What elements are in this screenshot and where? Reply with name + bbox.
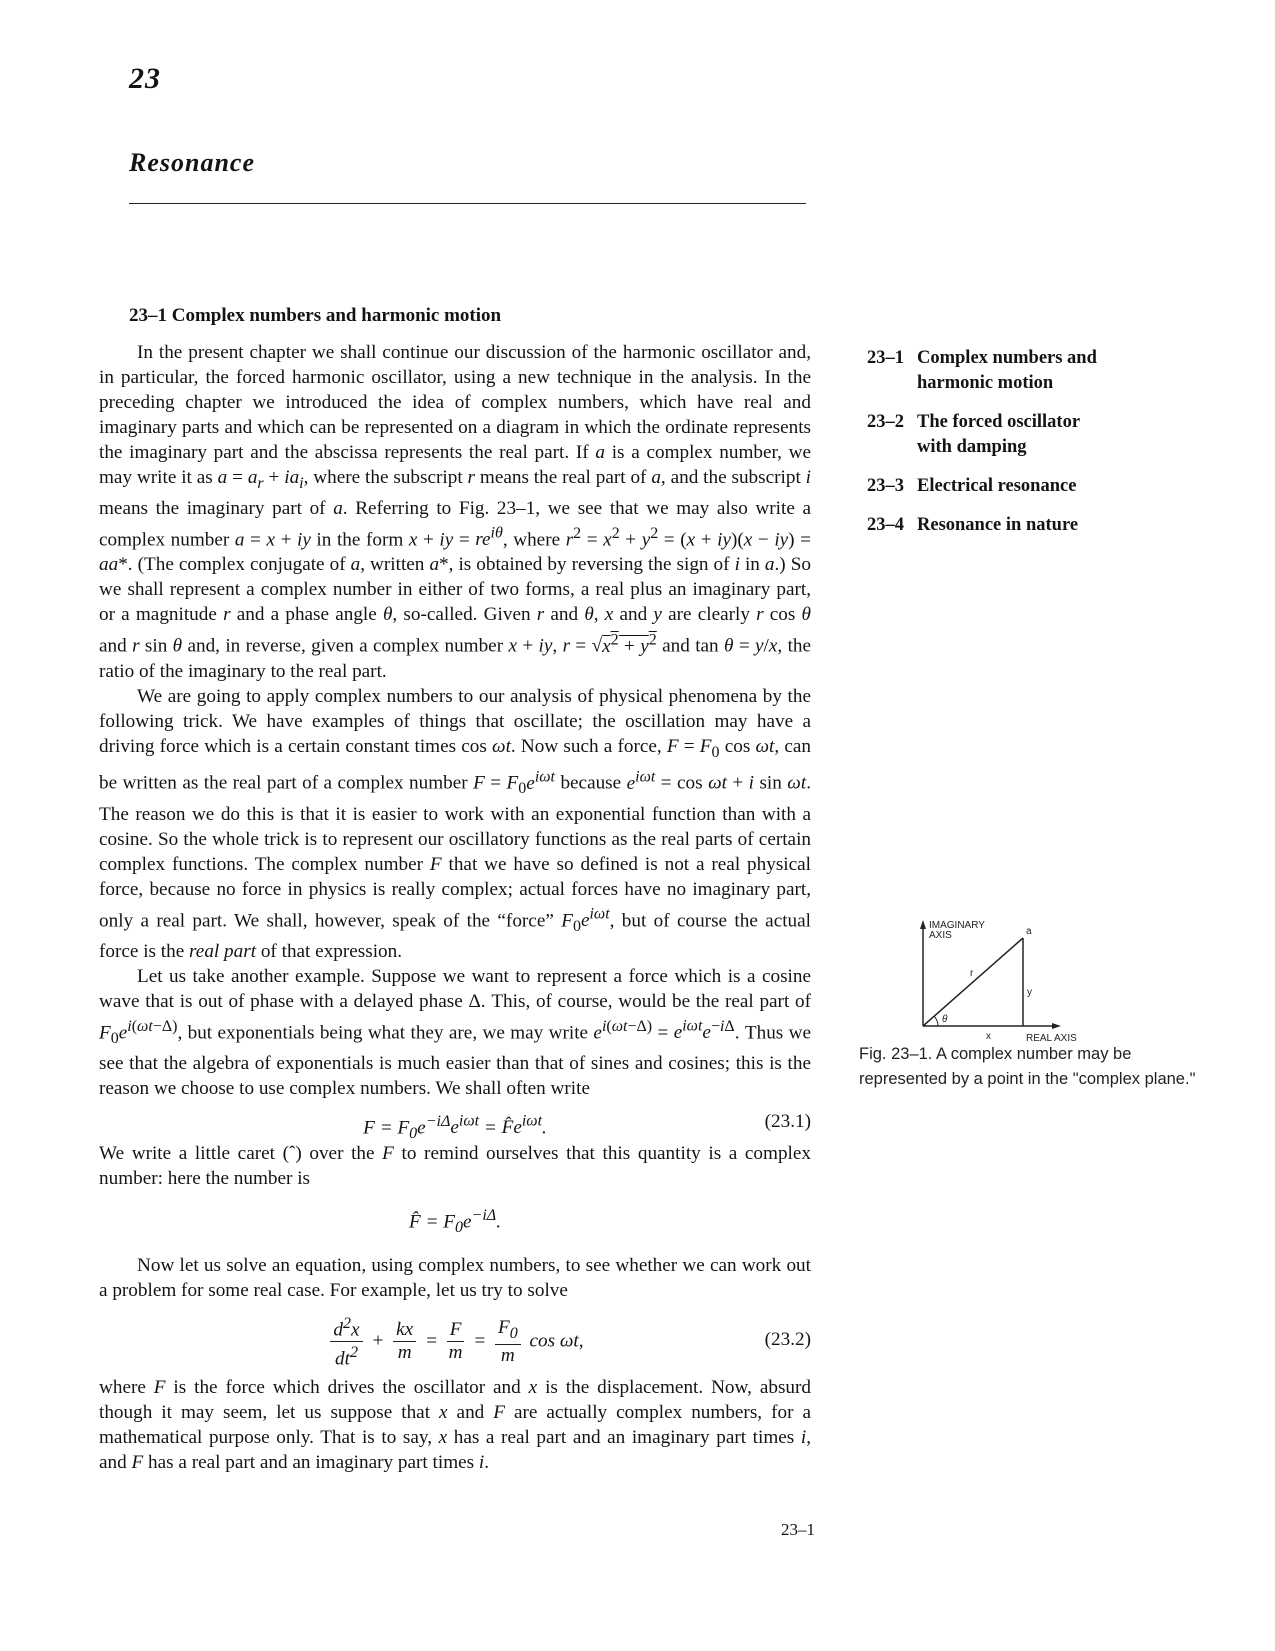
chapter-divider [129, 203, 806, 204]
paragraph: We are going to apply complex numbers to our analysis of physical phenomena by the following trick. We have examples of things that oscillate; the oscillation may have a driving force which is a certain constant times cos ωt. Now such a force, $F = F_0$ cos ωt, can be written as the real part of a complex number $F = F_0e^{i\omega t}$ because $e^{i\omega t} = \cos \omega t + i$ sin ωt. The reason we do this is that it is easier to work with an exponential function than with a cosine. So the whole trick is to represent our oscillatory functions as the real parts of certain complex functions. The complex number F that we have so defined is not a real physical force, because no force in physics is really complex; actual forces have no imaginary part, only a real part. We shall, however, speak of the “force” $F_0e^{i\omega t}$, but of course the actual force is the real part of that expression. [99, 685, 812, 962]
radius-line [923, 938, 1023, 1026]
paragraph: In the present chapter we shall continue our discussion of the harmonic oscillator and, in particular, the forced harmonic oscillator, using a new technique in the analysis. In the preceding chapter we introduced the idea of complex numbers, which have real and imaginary parts and which can be represented on a diagram in which the ordinate represents the imaginary part and the abscissa represents the real part. If a is a complex number, we may write it as $a = a_r + ia_i$, where the subscript r means the real part of a, and the subscript i means the imaginary part of a. Referring to Fig. 23–1, we see that we may also write a complex number a = x + iy in the form x + iy = $re^{i\theta}$, where $r^2 = x^2 + y^2 = (x + iy)(x - iy) = aa*$. (The complex conjugate of a, written a*, is obtained by reversing the sign of i in a.) So we shall represent a complex number in either of two forms, a real plus an imaginary part, or a magnitude r and a phase angle θ, so-called. Given r and θ, x and y are clearly r cos θ and r sin θ and, in reverse, given a complex number x + iy, $r = √x^2 + y^2$ and tan θ = y/x, the ratio of the imaginary to the real part. [99, 342, 812, 682]
toc-item-number: 23–4 [867, 515, 904, 535]
paragraph: We write a little caret (ˆ) over the F to remind ourselves that this quantity is a complex number: here the number is [99, 1143, 811, 1190]
paragraph: Now let us solve an equation, using complex numbers, to see whether we can work out a problem for some real case. For example, let us try to solve [99, 1255, 811, 1302]
toc-item [867, 410, 1227, 460]
toc-item-title: Resonance in nature [917, 515, 1079, 535]
imaginary-axis-label: AXIS [929, 930, 952, 941]
angle-arc [934, 1016, 938, 1026]
imaginary-axis-label: IMAGINARY [929, 920, 985, 931]
real-axis-arrow [1052, 1023, 1061, 1029]
section-heading: 23–1 Complex numbers and harmonic motion [129, 305, 502, 326]
equation-number: (23.1) [764, 1111, 811, 1133]
paragraph: Let us take another example. Suppose we want to represent a force which is a cosine wave that is out of phase with a delayed phase Δ. This, of course, would be the real part of $F_0e^{i(\omega t-\Delta)}$, but exponentials being what they are, we may write $e^{i(\omega t-\Delta)} = e^{i\omega t}e^{-i\Delta}$. Thus we see that the algebra of exponentials is much easier than that of sines and cosines; this is the reason we choose to use complex numbers. We shall often write [99, 965, 811, 1100]
toc-item-title: The forced oscillator with damping [917, 412, 1080, 457]
toc-item [867, 346, 1227, 396]
toc-item-title: Electrical resonance [917, 476, 1077, 496]
toc-item [867, 474, 1227, 499]
figure-caption: Fig. 23–1. A complex number may be represented by a point in the "complex plane." [859, 1045, 1196, 1088]
chapter-number: 23 [129, 62, 161, 95]
toc-item-title: Complex numbers and harmonic motion [917, 348, 1097, 393]
toc-item-number: 23–3 [867, 476, 904, 496]
toc-item-number: 23–2 [867, 412, 904, 432]
real-axis-label: REAL AXIS [1026, 1033, 1077, 1044]
imaginary-axis-arrow [920, 920, 926, 929]
toc-item-number: 23–1 [867, 348, 904, 368]
equation-23-2: $\frac{d^2x}{dt^2}$ + $\frac{kx}{m}$ = $\frac{F}{m}$ = $\frac{F_0}{m}$ cos ωt, (23.2) [99, 1303, 811, 1375]
body-text [99, 340, 811, 1475]
paragraph: where F is the force which drives the oscillator and x is the displacement. Now, absurd though it may seem, let us suppose that x and F are actually complex numbers, for a mathematical purpose only. That is to say, x has a real part and an imaginary part times i, and F has a real part and an imaginary part times i. [99, 1377, 811, 1474]
section-table-of-contents [867, 346, 1227, 552]
angle-label: θ [942, 1014, 948, 1025]
equation-f-hat: F̂ = $F_0e^{-i\Delta}$. [409, 1207, 501, 1237]
y-component-label: y [1027, 987, 1032, 998]
chapter-title: Resonance [129, 148, 255, 177]
x-component-label: x [986, 1031, 991, 1042]
equation-number: (23.2) [764, 1329, 811, 1351]
page-number: 23–1 [781, 1520, 815, 1539]
complex-plane-figure [920, 918, 1120, 1044]
radius-label: r [970, 968, 974, 979]
point-label: a [1026, 926, 1032, 937]
equation-23-1: $F = F_0e^{-i\Delta}e^{i\omega t}$ = $F̂e^{i\omega t}$. (23.1) [363, 1111, 811, 1143]
toc-item [867, 513, 1227, 538]
